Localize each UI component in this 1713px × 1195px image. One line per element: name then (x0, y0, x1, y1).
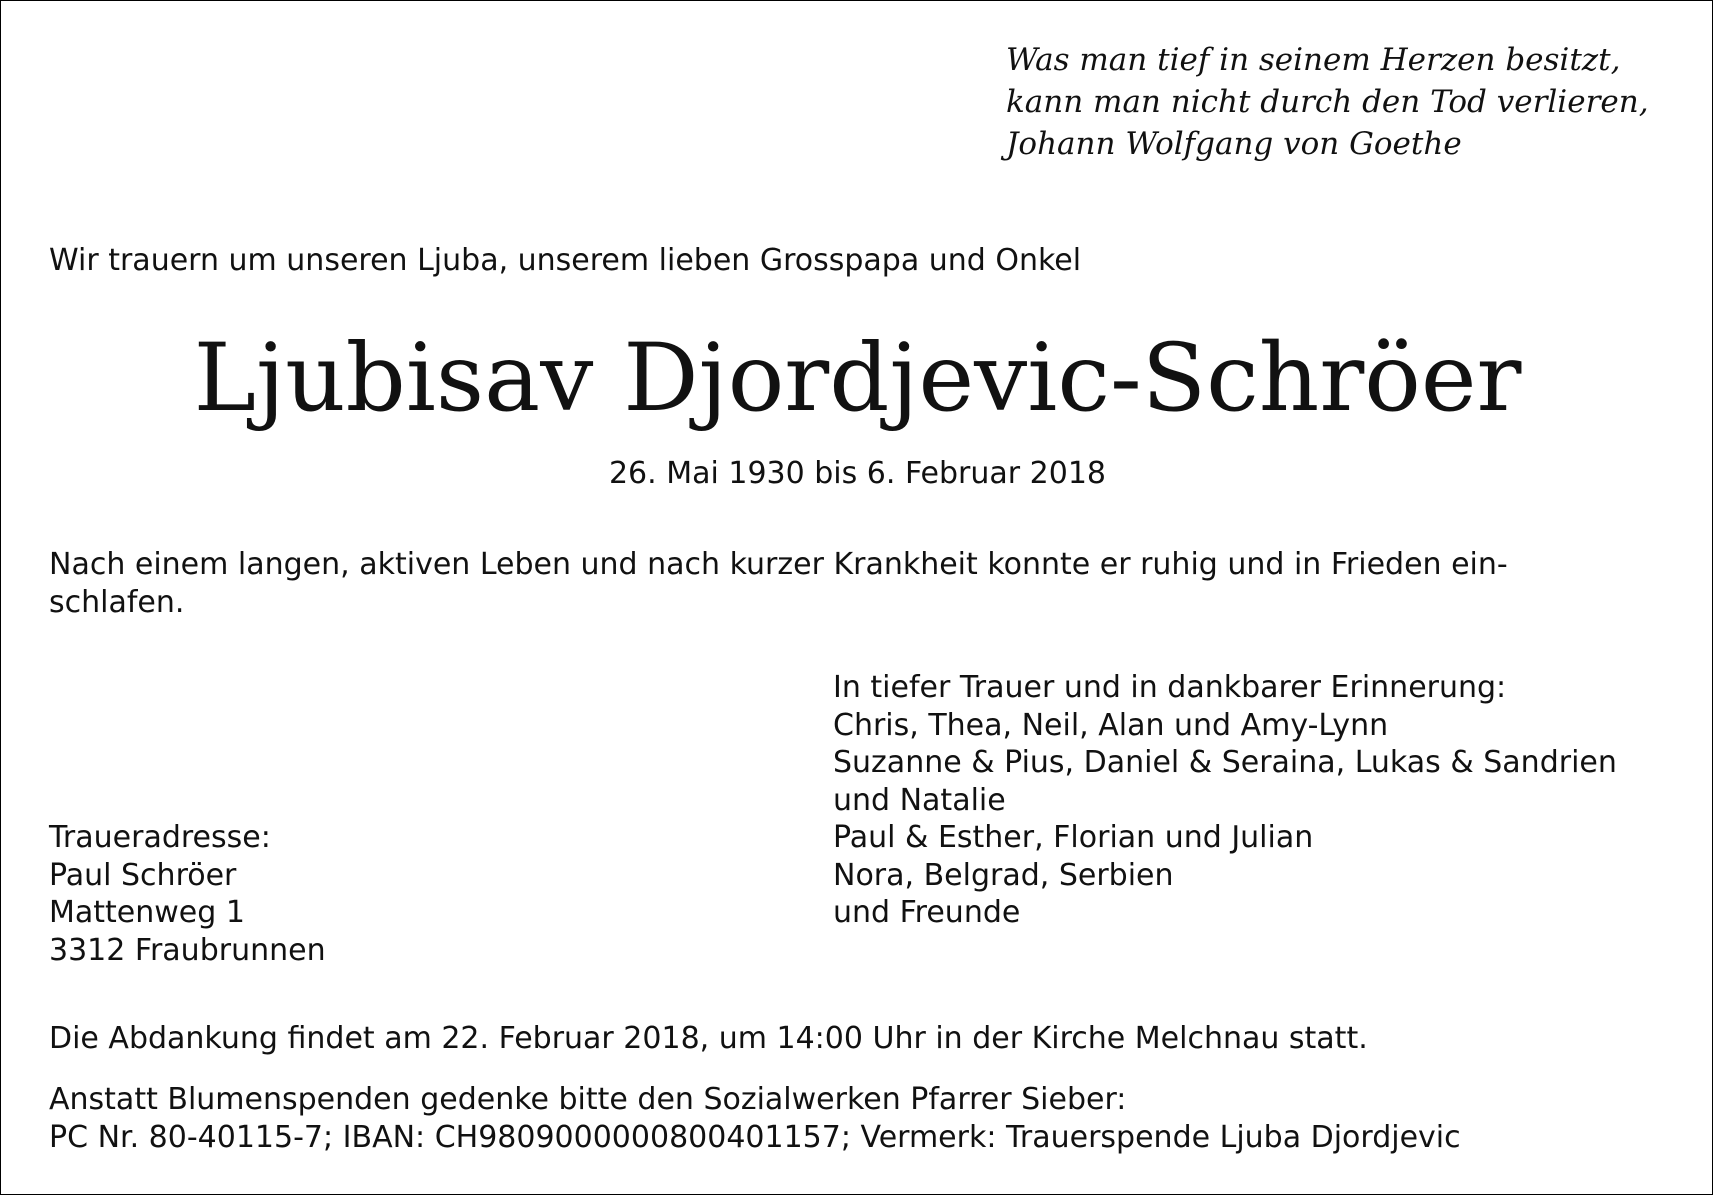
mourners-list (833, 669, 1617, 932)
intro-text: Wir trauern um unseren Ljuba, unserem lieben Grosspapa und Onkel (49, 243, 1082, 278)
quote-line: kann man nicht durch den Tod verlieren, (1006, 84, 1649, 120)
address-line: 3312 Fraubrunnen (49, 932, 326, 968)
mourner-line: Suzanne & Pius, Daniel & Seraina, Lukas & Sandrien (833, 745, 1617, 780)
mourner-line: und Freunde (833, 895, 1021, 930)
mourner-line: Chris, Thea, Neil, Alan und Amy-Lynn (833, 707, 1389, 743)
donation-line: Anstatt Blumenspenden gedenke bitte den Sozialwerken Pfarrer Sieber: (49, 1082, 1127, 1117)
mourner-line: und Natalie (833, 782, 1006, 818)
goethe-quote (1006, 39, 1649, 165)
mourner-line: Nora, Belgrad, Serbien (833, 857, 1174, 893)
mourners-heading: In tiefer Trauer und in dankbarer Erinnerung: (833, 670, 1507, 705)
donation-info (49, 1081, 1461, 1157)
ceremony-info: Die Abdankung findet am 22. Februar 2018, um 14:00 Uhr in der Kirche Melchnau statt. (49, 1021, 1368, 1056)
mourner-line: Paul & Esther, Florian und Julian (833, 820, 1314, 855)
mourning-address (49, 819, 326, 969)
message-line: schlafen. (49, 585, 185, 620)
message-line: Nach einem langen, aktiven Leben und nach kurzer Krankheit konnte er ruhig und in Frieden ein- (49, 547, 1508, 582)
donation-line: PC Nr. 80-40115-7; IBAN: CH9809000000800401157; Vermerk: Trauerspende Ljuba Djordjevic (49, 1120, 1461, 1155)
quote-line: Was man tief in seinem Herzen besitzt, (1006, 42, 1621, 78)
life-dates: 26. Mai 1930 bis 6. Februar 2018 (608, 456, 1107, 491)
deceased-name: Ljubisav Djordjevic-Schröer (193, 324, 1522, 433)
quote-author: Johann Wolfgang von Goethe (1006, 126, 1462, 162)
farewell-message (49, 546, 1669, 622)
address-line: Paul Schröer (49, 857, 237, 893)
address-line: Mattenweg 1 (49, 895, 245, 930)
address-heading: Traueradresse: (49, 820, 271, 855)
